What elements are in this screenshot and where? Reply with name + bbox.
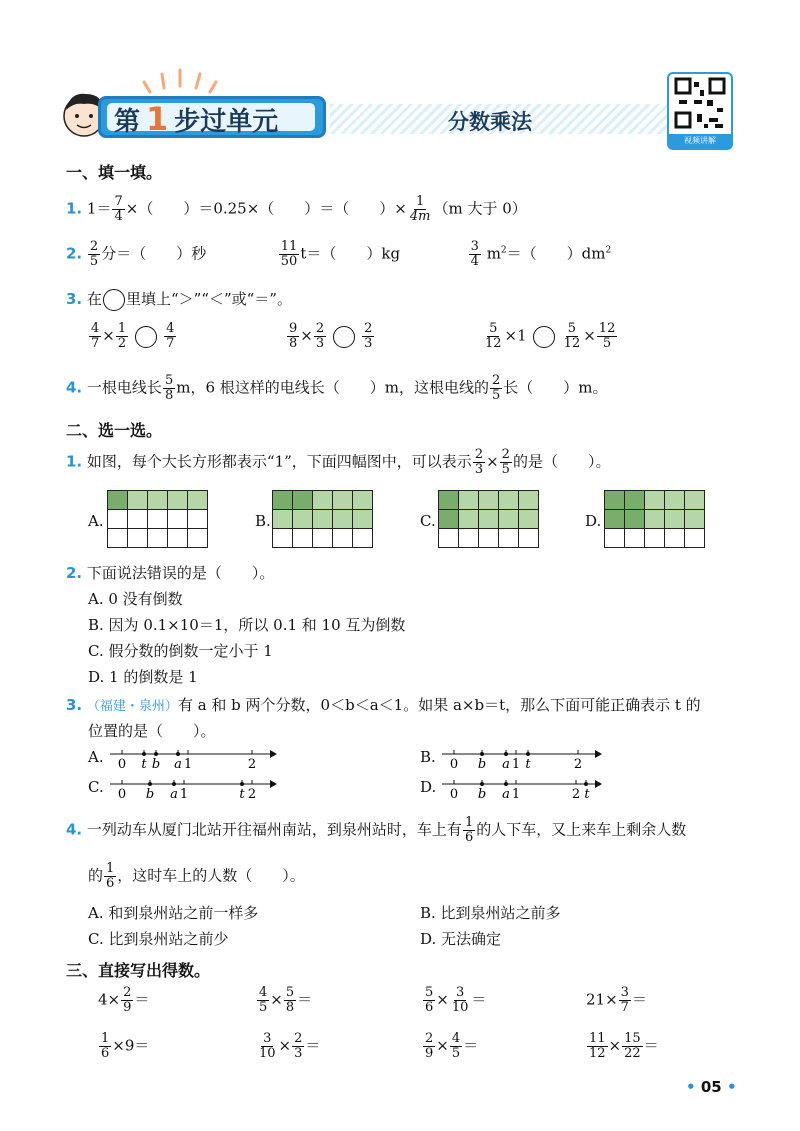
q-text: 1＝	[86, 199, 112, 218]
grid-option-d[interactable]	[604, 490, 705, 548]
unit-title: 分数乘法	[448, 110, 532, 134]
numberline-label-c[interactable]: C.	[88, 778, 104, 796]
fraction: $\frac{11}{50}$	[280, 239, 298, 269]
fill-q1	[66, 195, 527, 224]
badge-pre: 第	[114, 107, 141, 137]
q-number: 2.	[66, 244, 83, 263]
calc-item: $\frac{11}{12}$ × $\frac{15}{22}$ ＝	[589, 1031, 659, 1061]
q-text: 分＝（ ）秒	[101, 244, 207, 263]
sun-rays-icon	[140, 68, 220, 94]
fill-q4: 4. 一根电线长 $\frac{5}{8}$ m，6 根这样的电线长（ ）m，这根电线的 $\frac{2}{5}$ 长（ ）m。	[66, 373, 608, 403]
choose-q4-option-c[interactable]: C. 比到泉州站之前少	[88, 930, 229, 948]
tick: t	[584, 787, 590, 802]
tick: b	[151, 757, 161, 772]
tick: b	[145, 787, 155, 802]
unit-badge-text	[114, 100, 278, 138]
fraction: $\frac{1}{4m}$	[409, 194, 431, 224]
q-number: 1.	[66, 199, 83, 218]
tick: 0	[449, 787, 459, 802]
q-text: （m 大于 0）	[433, 199, 527, 218]
choose-q4-option-a[interactable]: A. 和到泉州站之前一样多	[88, 904, 259, 922]
tick: t	[239, 787, 245, 802]
choose-q1: 1. 如图，每个大长方形都表示“1”，下面四幅图中，可以表示 $\frac{2}{3}$ × $\frac{2}{5}$ 的是（ ）。	[66, 447, 611, 477]
calc-item: 4× $\frac{2}{9}$ ＝	[98, 985, 150, 1015]
calc-item: $\frac{1}{6}$ ×9＝	[101, 1031, 150, 1061]
tick: 2	[247, 787, 257, 802]
calc-item: 21× $\frac{3}{7}$ ＝	[586, 985, 647, 1015]
qr-pattern-icon	[669, 74, 731, 134]
q-text: 里填上“＞”“＜”或“＝”。	[125, 290, 292, 308]
section-title-fill: 一、填一填。	[66, 163, 163, 182]
badge-post: 步过单元	[174, 107, 279, 137]
tick: 1	[511, 757, 521, 772]
tick: b	[477, 787, 487, 802]
choose-q2: 2. 下面说法错误的是（ ）。	[66, 564, 275, 582]
tick: a	[502, 757, 510, 772]
q-text: ×（ ）＝0.25×（ ）＝（ ）×	[125, 199, 407, 218]
fraction: $\frac{3}{4}$	[470, 239, 479, 269]
choose-q2-option-b[interactable]: B. 因为 0.1×10＝1，所以 0.1 和 10 互为倒数	[88, 616, 406, 634]
numberline-b[interactable]	[440, 748, 610, 772]
choose-q3: 3. （福建・泉州）有 a 和 b 两个分数，0＜b＜a＜1。如果 a×b＝t，那么下面可能正确表示 t 的	[66, 696, 701, 714]
choose-q4-line-2: 的 $\frac{1}{6}$ ，这时车上的人数（ ）。	[88, 861, 305, 891]
calc-item: $\frac{3}{10}$ × $\frac{2}{3}$ ＝	[259, 1031, 321, 1061]
q-text: t＝（ ）kg	[300, 244, 401, 263]
q-number: 3.	[66, 696, 83, 714]
qr-label: 视频讲解	[669, 134, 731, 148]
q-text: ＝（ ）dm	[506, 244, 606, 263]
section-title-choose: 二、选一选。	[66, 421, 163, 440]
numberline-a[interactable]	[108, 748, 278, 772]
fraction: $\frac{7}{4}$	[114, 194, 123, 224]
tick: a	[170, 787, 178, 802]
tick: 1	[183, 757, 193, 772]
option-label-d[interactable]: D.	[585, 512, 602, 530]
badge-num: 1	[146, 100, 169, 138]
tick: 0	[117, 787, 127, 802]
fill-q2	[66, 240, 611, 269]
tick: 1	[511, 787, 521, 802]
q-number: 4.	[66, 820, 83, 839]
section-title-calc: 三、直接写出得数。	[66, 961, 211, 980]
choose-q4-option-d[interactable]: D. 无法确定	[420, 930, 502, 948]
choose-q4-option-b[interactable]: B. 比到泉州站之前多	[420, 904, 561, 922]
dot-icon: •	[726, 1078, 737, 1096]
compare-circle-icon	[103, 289, 125, 311]
tick: t	[525, 757, 531, 772]
tick: 2	[573, 757, 583, 772]
grid-option-c[interactable]	[438, 490, 539, 548]
tick: a	[174, 757, 182, 772]
tick: b	[477, 757, 487, 772]
fill-q3	[66, 288, 292, 311]
choose-q3-stem-2: 位置的是（ ）。	[88, 722, 216, 740]
option-label-c[interactable]: C.	[420, 512, 436, 530]
tick: 2	[571, 787, 581, 802]
calc-item: $\frac{4}{5}$ × $\frac{5}{8}$ ＝	[259, 985, 313, 1015]
dot-icon: •	[686, 1078, 696, 1096]
qr-code[interactable]	[667, 72, 733, 150]
q-text: 在	[86, 290, 102, 308]
grid-option-b[interactable]	[272, 490, 373, 548]
numberline-label-a[interactable]: A.	[88, 748, 104, 766]
fraction: $\frac{2}{5}$	[89, 239, 99, 269]
numberline-c[interactable]	[108, 778, 278, 802]
option-label-a[interactable]: A.	[88, 512, 104, 530]
q-number: 1.	[66, 452, 83, 471]
q-number: 2.	[66, 564, 83, 582]
fill-q3-expr-3: $\frac{5}{12}$ ×1 $\frac{5}{12}$ × $\frac{12}{5}$	[485, 321, 616, 351]
q-number: 4.	[66, 378, 83, 397]
source-tag: （福建・泉州）	[86, 699, 178, 714]
choose-q2-option-c[interactable]: C. 假分数的倒数一定小于 1	[88, 642, 273, 660]
tick: 0	[449, 757, 459, 772]
calc-item: $\frac{5}{6}$ × $\frac{3}{10}$ ＝	[425, 985, 487, 1015]
grid-option-a[interactable]	[107, 490, 208, 548]
numberline-d[interactable]	[440, 778, 610, 802]
numberline-label-b[interactable]: B.	[420, 748, 436, 766]
compare-circle-icon[interactable]	[533, 326, 555, 348]
tick: t	[141, 757, 147, 772]
fill-q3-expr-2: $\frac{9}{8}$ × $\frac{2}{3}$ $\frac{2}{3}$	[289, 321, 373, 351]
q-text: m	[486, 244, 501, 263]
tick: 0	[117, 757, 127, 772]
compare-circle-icon[interactable]	[135, 326, 157, 348]
choose-q4: 4. 一列动车从厦门北站开往福州南站，到泉州站时，车上有 $\frac{1}{6}$ 的人下车，又上来车上剩余人数	[66, 815, 687, 845]
unit-superscript: 2	[605, 245, 612, 256]
compare-circle-icon[interactable]	[333, 326, 355, 348]
choose-q2-option-a[interactable]: A. 0 没有倒数	[88, 590, 183, 608]
choose-q2-option-d[interactable]: D. 1 的倒数是 1	[88, 668, 198, 686]
option-label-b[interactable]: B.	[255, 512, 271, 530]
calc-item: $\frac{2}{9}$ × $\frac{4}{5}$ ＝	[425, 1031, 479, 1061]
tick: 2	[247, 757, 257, 772]
numberline-label-d[interactable]: D.	[420, 778, 437, 796]
fill-q3-expr-1: $\frac{4}{7}$ × $\frac{1}{2}$ $\frac{4}{7}$	[91, 321, 175, 351]
unit-superscript: 2	[500, 245, 507, 256]
page-number: • 05 •	[686, 1078, 737, 1096]
tick: 1	[179, 787, 189, 802]
tick: a	[502, 787, 510, 802]
q-number: 3.	[66, 290, 83, 308]
